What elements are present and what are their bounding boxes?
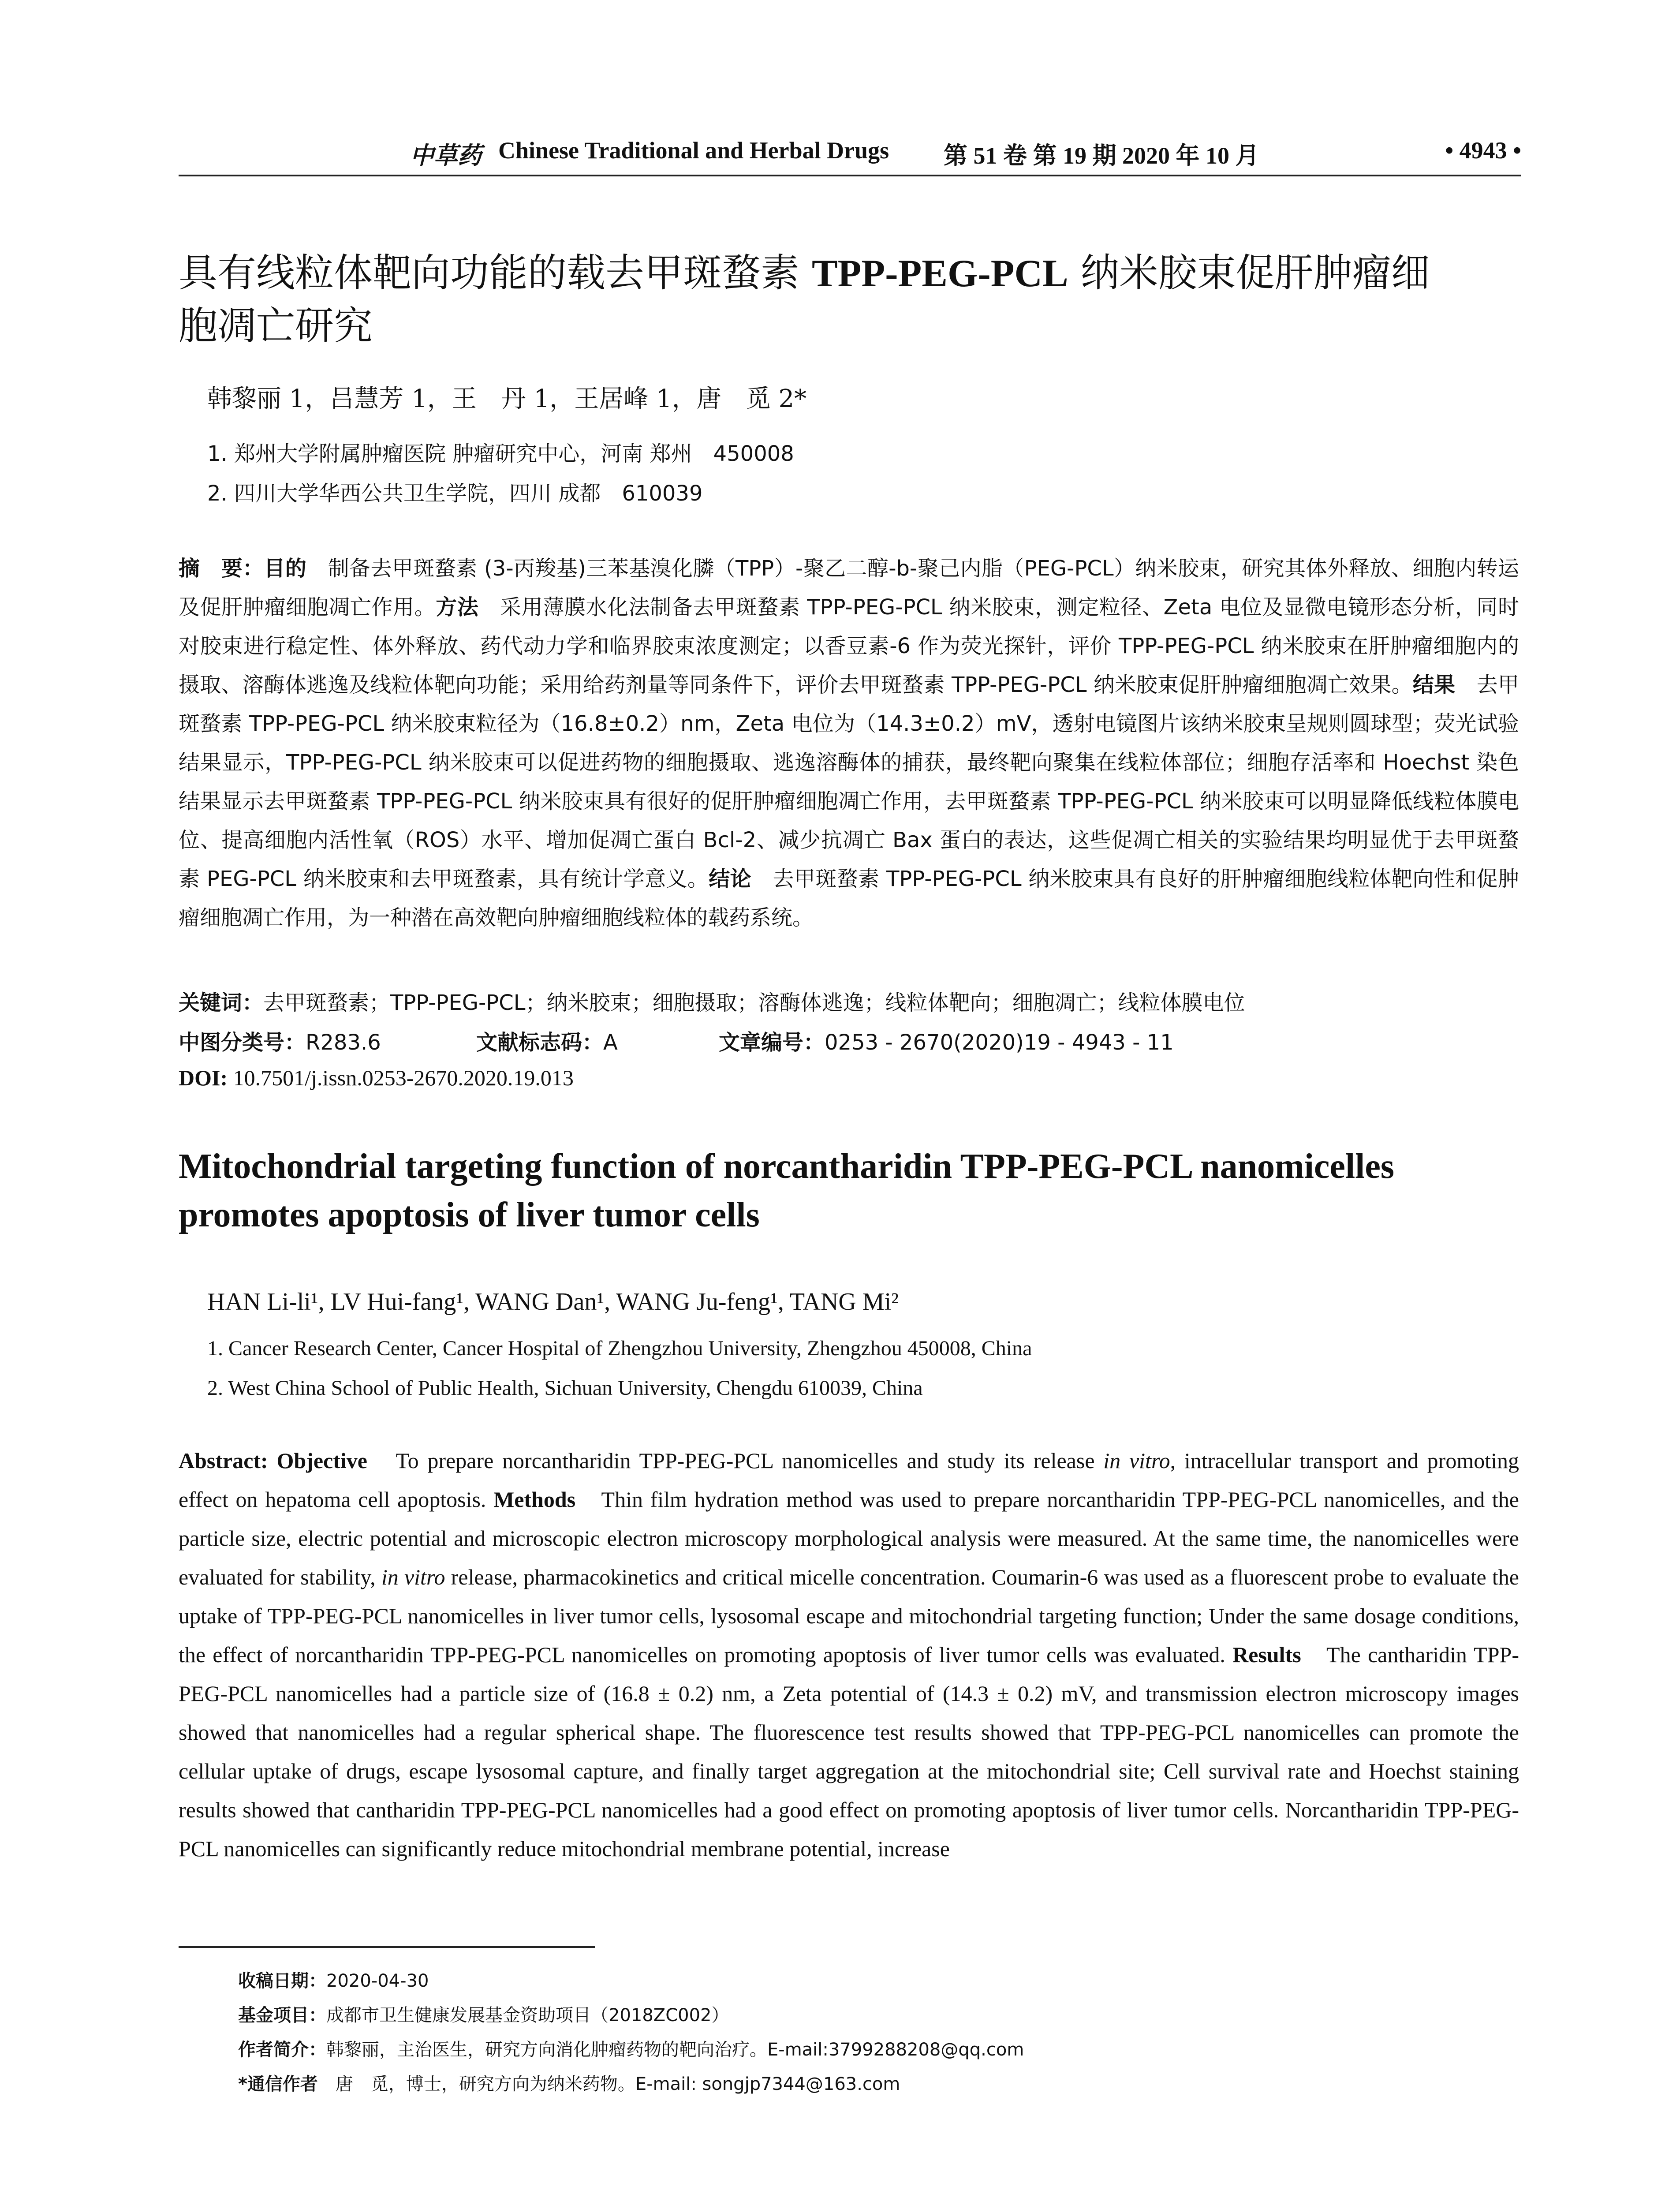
doi-line [179, 1065, 574, 1091]
keywords-value: 去甲斑蝥素；TPP-PEG-PCL；纳米胶束；细胞摄取；溶酶体逃逸；线粒体靶向；细胞凋亡；线粒体膜电位 [263, 990, 1245, 1015]
abstract-cn-methods-label: 方法 [436, 595, 479, 620]
abstract-cn-objective: 制备去甲斑蝥素 (3-丙羧基)三苯基溴化膦（TPP）-聚乙二醇-b-聚己内脂（PEG-PCL）纳米胶束，研究其体外释放、细胞内转运及促肝肿瘤细胞凋亡作用。 [179, 556, 1519, 620]
affiliation-en-1: 1. Cancer Research Center, Cancer Hospital of Zhengzhou University, Zhengzhou 450008, China [207, 1337, 1032, 1360]
article-number-value: 0253 - 2670(2020)19 - 4943 - 11 [825, 1030, 1174, 1055]
footnote-received [238, 1967, 429, 1992]
title-cn-part: 具有线粒体靶向功能的载去甲斑蝥素 [179, 250, 812, 295]
footnote-fund [238, 2001, 729, 2026]
title-cn-latin: TPP-PEG-PCL [811, 252, 1068, 295]
abstract-cn-label: 摘 要：目的 [179, 556, 307, 581]
abstract-cn [179, 549, 1519, 937]
keywords-cn [179, 986, 1245, 1016]
article-number-label: 文章编号： [719, 1030, 825, 1055]
abstract-en-methods-label: Methods [493, 1487, 576, 1512]
title-cn [179, 247, 1528, 352]
classification-line [179, 1025, 381, 1056]
footnote-rule [179, 1946, 595, 1948]
received-value: 2020-04-30 [326, 1971, 429, 1991]
article-number [719, 1025, 1174, 1056]
abstract-cn-results-label: 结果 [1412, 673, 1456, 697]
title-cn-part: 纳米胶束促肝肿瘤细 [1068, 250, 1430, 295]
abstract-en-text: release, pharmacokinetics and critical micelle concentration. Coumarin-6 was used as a fluorescent probe to evaluate the uptake of TPP-PEG-PCL nanomicelles in liver tumor cells, lysosomal escape and mitochondrial targeting function; Under the same dosage conditions, the effect of norcantharidin TPP-PEG-PCL nanomicelles on promoting apoptosis of liver tumor cells was evaluated. [179, 1565, 1519, 1667]
affiliation-cn-2: 2. 四川大学华西公共卫生学院，四川 成都 610039 [207, 481, 703, 506]
clc-value: R283.6 [306, 1030, 381, 1055]
abstract-cn-conclusion-label: 结论 [709, 867, 752, 891]
authors-cn: 韩黎丽 1，吕慧芳 1，王 丹 1，王居峰 1，唐 觅 2* [207, 385, 807, 413]
author-bio-label: 作者简介： [238, 2040, 326, 2060]
abstract-en-results-label: Results [1232, 1642, 1301, 1667]
doc-code [476, 1025, 618, 1056]
journal-name-cn: 中草药 [410, 142, 482, 169]
page-number: • 4943 • [1445, 137, 1521, 164]
abstract-en-text: To prepare norcantharidin TPP-PEG-PCL nanomicelles and study its release [367, 1448, 1104, 1473]
fund-value: 成都市卫生健康发展基金资助项目（2018ZC002） [326, 2005, 729, 2026]
authors-en: HAN Li-li¹, LV Hui-fang¹, WANG Dan¹, WANG Ju-feng¹, TANG Mi² [207, 1288, 899, 1316]
abstract-en-text: , intracellular transport and promoting effect on hepatoma cell apoptosis. [179, 1448, 1519, 1512]
abstract-en-text: Thin film hydration method was used to prepare norcantharidin TPP-PEG-PCL nanomicelles, and the particle size, electric potential and microscopic electron microscopy morphological analysis were measured. At the same time, the nanomicelles were evaluated for stability, [179, 1487, 1519, 1589]
running-header [181, 132, 1521, 172]
title-en [179, 1142, 1528, 1239]
abstract-en [179, 1441, 1519, 1868]
abstract-cn-results: 去甲斑蝥素 TPP-PEG-PCL 纳米胶束粒径为（16.8±0.2）nm，Zeta 电位为（14.3±0.2）mV，透射电镜图片该纳米胶束呈规则圆球型；荧光试验结果显示，TPP-PEG-PCL 纳米胶束可以促进药物的细胞摄取、逃逸溶酶体的捕获，最终靶向聚集在线粒体部位；细胞存活率和 Hoechst 染色结果显示去甲斑蝥素 TPP-PEG-PCL 纳米胶束具有很好的促肝肿瘤细胞凋亡作用，去甲斑蝥素 TPP-PEG-PCL 纳米胶束可以明显降低线粒体膜电位、提高细胞内活性氧（ROS）水平、增加促凋亡蛋白 Bcl-2、减少抗凋亡 Bax 蛋白的表达，这些促凋亡相关的实验结果均明显优于去甲斑蝥素 PEG-PCL 纳米胶束和去甲斑蝥素，具有统计学意义。 [179, 673, 1519, 891]
corresponding-value: 唐 觅，博士，研究方向为纳米药物。E-mail: songjp7344@163.com [317, 2074, 900, 2094]
abstract-en-italic: in vitro [1103, 1448, 1170, 1473]
fund-label: 基金项目： [238, 2005, 326, 2026]
abstract-en-italic: in vitro [381, 1565, 445, 1589]
doc-code-label: 文献标志码： [476, 1030, 604, 1055]
author-bio-value: 韩黎丽，主治医生，研究方向消化肿瘤药物的靶向治疗。E-mail:3799288208@qq.com [326, 2040, 1024, 2060]
abstract-cn-conclusion: 去甲斑蝥素 TPP-PEG-PCL 纳米胶束具有良好的肝肿瘤细胞线粒体靶向性和促肿瘤细胞凋亡作用，为一种潜在高效靶向肿瘤细胞线粒体的载药系统。 [179, 867, 1519, 930]
clc-label: 中图分类号： [179, 1030, 306, 1055]
received-label: 收稿日期： [238, 1971, 326, 1991]
affiliation-en-2: 2. West China School of Public Health, Sichuan University, Chengdu 610039, China [207, 1376, 923, 1400]
title-en-line2: promotes apoptosis of liver tumor cells [179, 1196, 760, 1234]
journal-name-en: Chinese Traditional and Herbal Drugs [498, 137, 889, 164]
header-rule [179, 175, 1521, 176]
keywords-label: 关键词： [179, 990, 264, 1015]
footnote-corresponding [238, 2070, 900, 2095]
doi-label: DOI: [179, 1065, 228, 1090]
footnote-author [238, 2036, 1024, 2061]
doi-value[interactable]: 10.7501/j.issn.0253-2670.2020.19.013 [228, 1065, 574, 1090]
abstract-en-label: Abstract: Objective [179, 1448, 367, 1473]
abstract-en-text: The cantharidin TPP-PEG-PCL nanomicelles had a particle size of (16.8 ± 0.2) nm, a Zeta potential of (14.3 ± 0.2) mV, and transmission electron microscopy images showed that nanomicelles had a regular spherical shape. The fluorescence test results showed that TPP-PEG-PCL nanomicelles can promote the cellular uptake of drugs, escape lysosomal capture, and finally target aggregation at the mitochondrial site; Cell survival rate and Hoechst staining results showed that cantharidin TPP-PEG-PCL nanomicelles had a good effect on promoting apoptosis of liver tumor cells. Norcantharidin TPP-PEG-PCL nanomicelles can significantly reduce mitochondrial membrane potential, increase [179, 1642, 1519, 1861]
abstract-cn-methods: 采用薄膜水化法制备去甲斑蝥素 TPP-PEG-PCL 纳米胶束，测定粒径、Zeta 电位及显微电镜形态分析，同时对胶束进行稳定性、体外释放、药代动力学和临界胶束浓度测定；以香豆素-6 作为荧光探针，评价 TPP-PEG-PCL 纳米胶束在肝肿瘤细胞内的摄取、溶酶体逃逸及线粒体靶向功能；采用给药剂量等同条件下，评价去甲斑蝥素 TPP-PEG-PCL 纳米胶束促肝肿瘤细胞凋亡效果。 [179, 595, 1519, 697]
title-en-line1: Mitochondrial targeting function of norcantharidin TPP-PEG-PCL nanomicelles [179, 1147, 1395, 1186]
doc-code-value: A [603, 1030, 618, 1055]
affiliation-cn-1: 1. 郑州大学附属肿瘤医院 肿瘤研究中心，河南 郑州 450008 [207, 441, 794, 466]
title-cn-line2: 胞凋亡研究 [179, 303, 373, 348]
journal-issue: 第 51 卷 第 19 期 2020 年 10 月 [944, 142, 1259, 169]
corresponding-label: *通信作者 [238, 2074, 318, 2094]
